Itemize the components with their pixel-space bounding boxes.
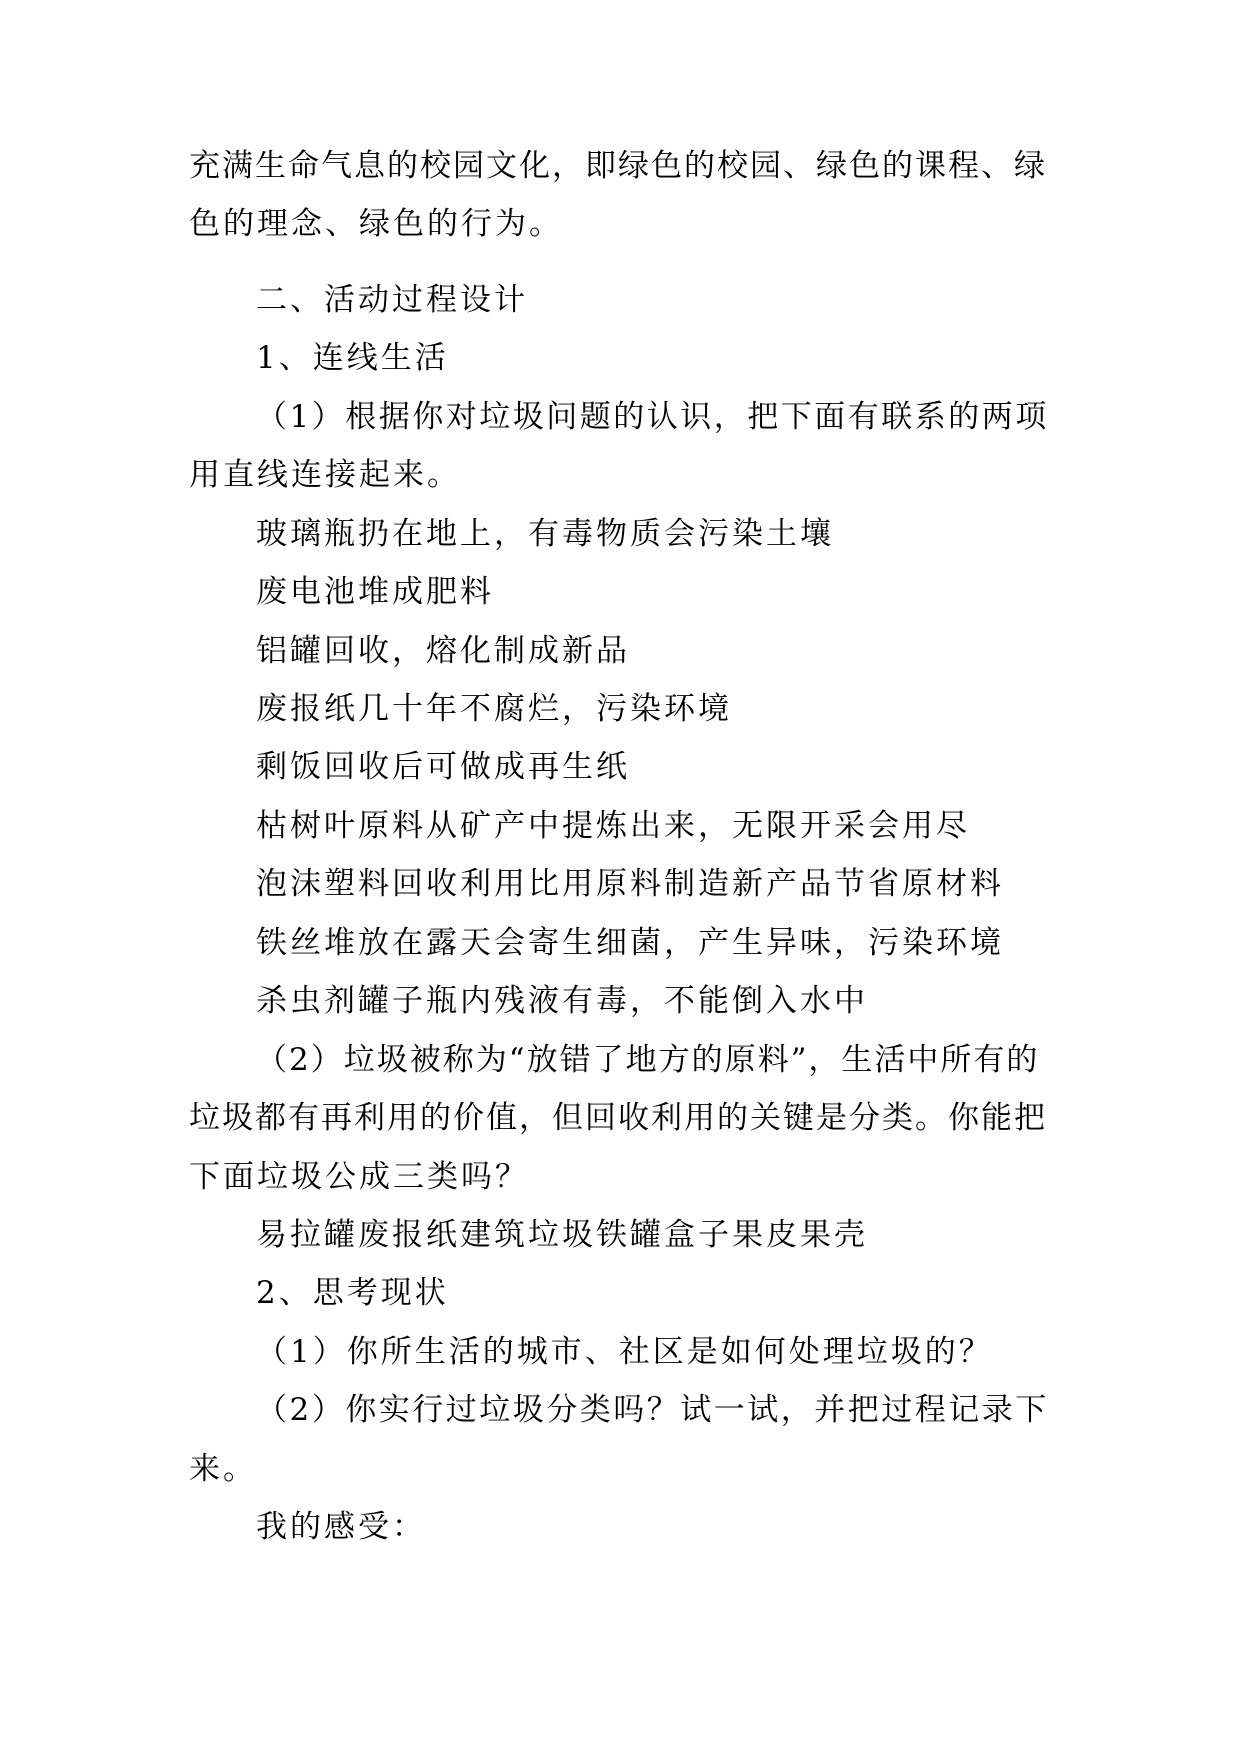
paragraph-line: 下面垃圾公成三类吗？ (189, 1159, 529, 1195)
paragraph-line: 充满生命气息的校园文化，即绿色的校园、绿色的课程、绿 (189, 148, 1047, 184)
list-item: 杀虫剂罐子瓶内残液有毒，不能倒入水中 (256, 983, 868, 1019)
list-item: 泡沫塑料回收利用比用原料制造新产品节省原材料 (256, 866, 1004, 902)
list-item: 废报纸几十年不腐烂，污染环境 (256, 691, 732, 727)
paragraph-line: 垃圾都有再利用的价值，但回收利用的关键是分类。你能把 (189, 1100, 1047, 1136)
section-heading: 二、活动过程设计 (256, 282, 528, 318)
paragraph-line: （1）你所生活的城市、社区是如何处理垃圾的？ (256, 1334, 993, 1370)
list-item: 铝罐回收，熔化制成新品 (256, 633, 630, 669)
paragraph-line: （2）你实行过垃圾分类吗？试一试，并把过程记录下 (256, 1392, 1049, 1428)
paragraph-line: 用直线连接起来。 (189, 457, 461, 493)
paragraph-line: （1）根据你对垃圾问题的认识，把下面有联系的两项 (256, 399, 1049, 435)
paragraph-line: 来。 (189, 1451, 257, 1487)
list-item: 枯树叶原料从矿产中提炼出来，无限开采会用尽 (256, 808, 970, 844)
list-item: 废电池堆成肥料 (256, 574, 494, 610)
paragraph-line: 色的理念、绿色的行为。 (189, 206, 563, 242)
subsection-heading: 2、思考现状 (256, 1275, 449, 1311)
paragraph-line: （2）垃圾被称为“放错了地方的原料”，生活中所有的 (256, 1042, 1040, 1078)
list-item: 剩饭回收后可做成再生纸 (256, 749, 630, 785)
list-item: 铁丝堆放在露天会寄生细菌，产生异味，污染环境 (256, 925, 1004, 961)
paragraph-line: 我的感受： (256, 1509, 426, 1545)
list-item: 玻璃瓶扔在地上，有毒物质会污染土壤 (256, 516, 834, 552)
paragraph-line: 易拉罐废报纸建筑垃圾铁罐盒子果皮果壳 (256, 1217, 868, 1253)
subsection-heading: 1、连线生活 (256, 340, 449, 376)
